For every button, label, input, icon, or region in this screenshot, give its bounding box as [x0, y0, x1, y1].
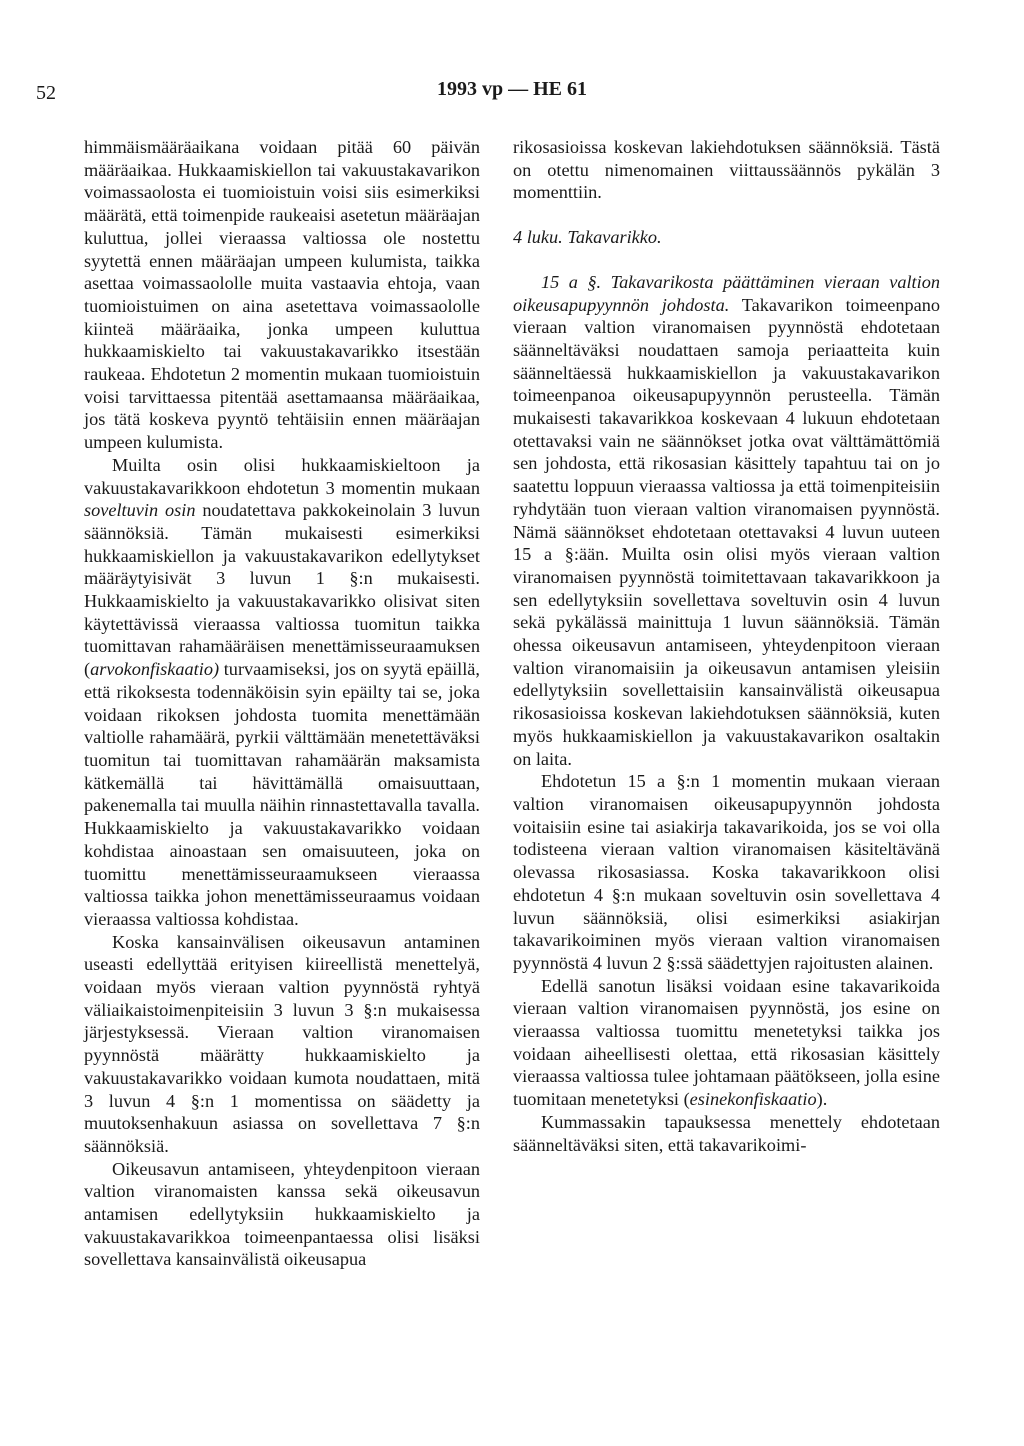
text-run: turvaamiseksi, jos on syytä epäillä, että rikoksesta todennäköisin syin epäilty tai se, joka voidaan rikoksen johdosta tuomita menettämään valtiolle rahamäärä, pyrkii välttämään menetettäväksi tuomitun tai tuomittavan rahamäärän maksamista kätkemällä tai hävittämällä omaisuuttaan, pakenemalla tai muulla näihin rinnastettavalla tavalla. Hukkaamiskielto ja vakuustakavarikko voidaan kohdistaa ainoastaan sen omaisuuteen, joka on tuomittu menettämisseuraamukseen vieraassa valtiossa taikka johon menettämisseuraamus voidaan vieraassa valtiossa kohdistaa.: [84, 659, 480, 929]
right-paragraph-3: Ehdotetun 15 a §:n 1 momentin mukaan vieraan valtion viranomaisen oikeusapupyynnön johdosta voitaisiin esine tai asiakirja takavarikoida, jos se voi olla todisteena vieraan valtion viranomaisen käsiteltävänä olevassa rikosasiassa. Koska takavarikkoon olisi ehdotetun 4 §:n mukaan soveltuvin osin sovellettava 4 luvun säännöksiä, olisi esimerkiksi asiakirjan takavarikoiminen myös vieraan valtion viranomaisen pyynnöstä 4 luvun 2 §:ssä säädettyjen rajoitusten alainen.: [513, 771, 940, 973]
left-paragraph-1: himmäismääräaikana voidaan pitää 60 päivän määräaikaa. Hukkaamiskiellon tai vakuustakavarikon voimassaolosta ei tuomioistuin voisi siis esimerkiksi määrätä, että toimenpide raukeaisi asetetun määräajan kuluttua, jollei vieraassa valtiossa ole nostettu syytettä ennen määräajan umpeen kulumista, taikka asettaa voimassaololle muita vastaavia ehtoja, vaan tuomioistuimen on aina asetettava voimassaololle kiinteä määräaika, jonka umpeen kuluttua hukkaamiskielto tai vakuustakavarikko itsestään raukeaa. Ehdotetun 2 momentin mukaan tuomioistuin voisi tarvittaessa pitentää asettamaansa määräaikaa, jos tätä koskeva pyyntö tehtäisiin ennen määräajan umpeen kulumista.: [84, 137, 480, 453]
spacer: [513, 204, 940, 226]
right-paragraph-2: [513, 271, 940, 770]
left-paragraph-4: Oikeusavun antamiseen, yhteydenpitoon vieraan valtion viranomaisten kanssa sekä oikeusavun antamisen edellytyksiin hukkaamiskielto ja vakuustakavarikkoa toimeenpantaessa olisi lisäksi sovellettava kansainvälistä oikeusapua: [84, 1158, 480, 1270]
section-heading: 15 a §. Takavarikosta päättäminen vieraan valtion oikeusapupyynnön johdosta.: [513, 271, 940, 315]
running-head: 1993 vp — HE 61: [436, 78, 588, 100]
right-paragraph-1: rikosasioissa koskevan lakiehdotuksen säännöksiä. Tästä on otettu nimenomainen viittaussäännös pykälän 3 momenttiin.: [513, 137, 940, 203]
right-column: [513, 136, 940, 1156]
right-paragraph-5: Kummassakin tapauksessa menettely ehdotetaan säänneltäväksi siten, että takavarikoimi-: [513, 1111, 940, 1155]
page-header: [0, 78, 1024, 108]
emphasis: arvokonfiskaatio): [90, 659, 220, 680]
text-run: Takavarikon toimeenpano vieraan valtion viranomaisen pyynnöstä ehdotetaan säänneltäväksi noudattaen samoja periaatteita kuin säänneltäessä hukkaamiskiellon ja vakuustakavarikon toimeenpanoa oikeusapupyynnön perusteella. Tämän mukaisesti takavarikkoa koskevaan 4 lukuun ehdotetaan otettavaksi vain ne säännökset jotka ovat välttämättömiä sen johdosta, että rikosasian käsittely tapahtuu tai on jo saatettu loppuun vieraassa valtiossa ja että toimenpiteisiin ryhdytään tuon vieraan valtion viranomaisen pyynnöstä. Nämä säännökset ehdotetaan otettavaksi 4 luvun uuteen 15 a §:ään. Muilta osin olisi myös vieraan valtion viranomaisen pyynnöstä toimitettavaan takavarikkoon ja sen edellytyksiin sovellettava soveltuvin osin 4 luvun sekä pykälässä mainittuja 1 luvun säännöksiä. Tämän ohessa oikeusavun antamiseen, yhteydenpitoon vieraan valtion viranomaisiin ja oikeusavun antamisen yleisiin edellytyksiin sovellettaisiin kansainvälistä oikeusapua rikosasioissa koskevan lakiehdotuksen säännöksiä, kuten myös hukkaamiskiellon ja vakuustakavarikon osaltakin on laita.: [513, 294, 940, 769]
emphasis: esinekonfiskaatio: [689, 1089, 817, 1110]
page-number: 52: [36, 82, 56, 104]
left-paragraph-2: [84, 454, 480, 931]
left-column: [84, 136, 480, 1271]
chapter-heading: 4 luku. Takavarikko.: [513, 227, 662, 248]
text-run: Edellä sanotun lisäksi voidaan esine takavarikoida vieraan valtion viranomaisen pyynnöstä, jos esine on vieraassa valtiossa tuomittu menetetyksi taikka jos voidaan aiheellisesti olettaa, että rikosasian käsittely vieraassa valtiossa tulee johtamaan päätökseen, jolla esine tuomitaan menetetyksi (: [513, 975, 940, 1110]
spacer: [513, 249, 940, 271]
text-run: ).: [816, 1089, 828, 1110]
right-paragraph-4: [513, 975, 940, 1111]
text-run: Muilta osin olisi hukkaamiskieltoon ja vakuustakavarikkoon ehdotetun 3 momentin mukaan: [84, 454, 480, 498]
left-paragraph-3: Koska kansainvälisen oikeusavun antaminen useasti edellyttää erityisen kiireellistä menettelyä, voidaan myös vieraan valtion pyynnöstä ryhtyä väliaikaistoimenpiteisiin 3 luvun 3 §:n mukaisessa järjestyksessä. Vieraan valtion viranomaisen pyynnöstä määrätty hukkaamiskielto ja vakuustakavarikko voidaan kumota noudattaen, mitä 3 luvun 4 §:n 1 momentissa on säädetty ja muutoksenhakuun asiassa on sovellettava 7 §:n säännöksiä.: [84, 931, 480, 1156]
emphasis: soveltuvin osin: [84, 500, 196, 521]
text-run: noudatettava pakkokeinolain 3 luvun säännöksiä. Tämän mukaisesti esimerkiksi hukkaamiskiellon ja vakuustakavarikon edellytykset määräytyisivät 3 luvun 1 §:n mukaisesti. Hukkaamiskielto ja vakuustakavarikko olisivat siten käytettävissä vieraassa valtiossa tuomitun taikka tuomittavan rahamääräisen menettämisseuraamuksen (: [84, 500, 480, 680]
